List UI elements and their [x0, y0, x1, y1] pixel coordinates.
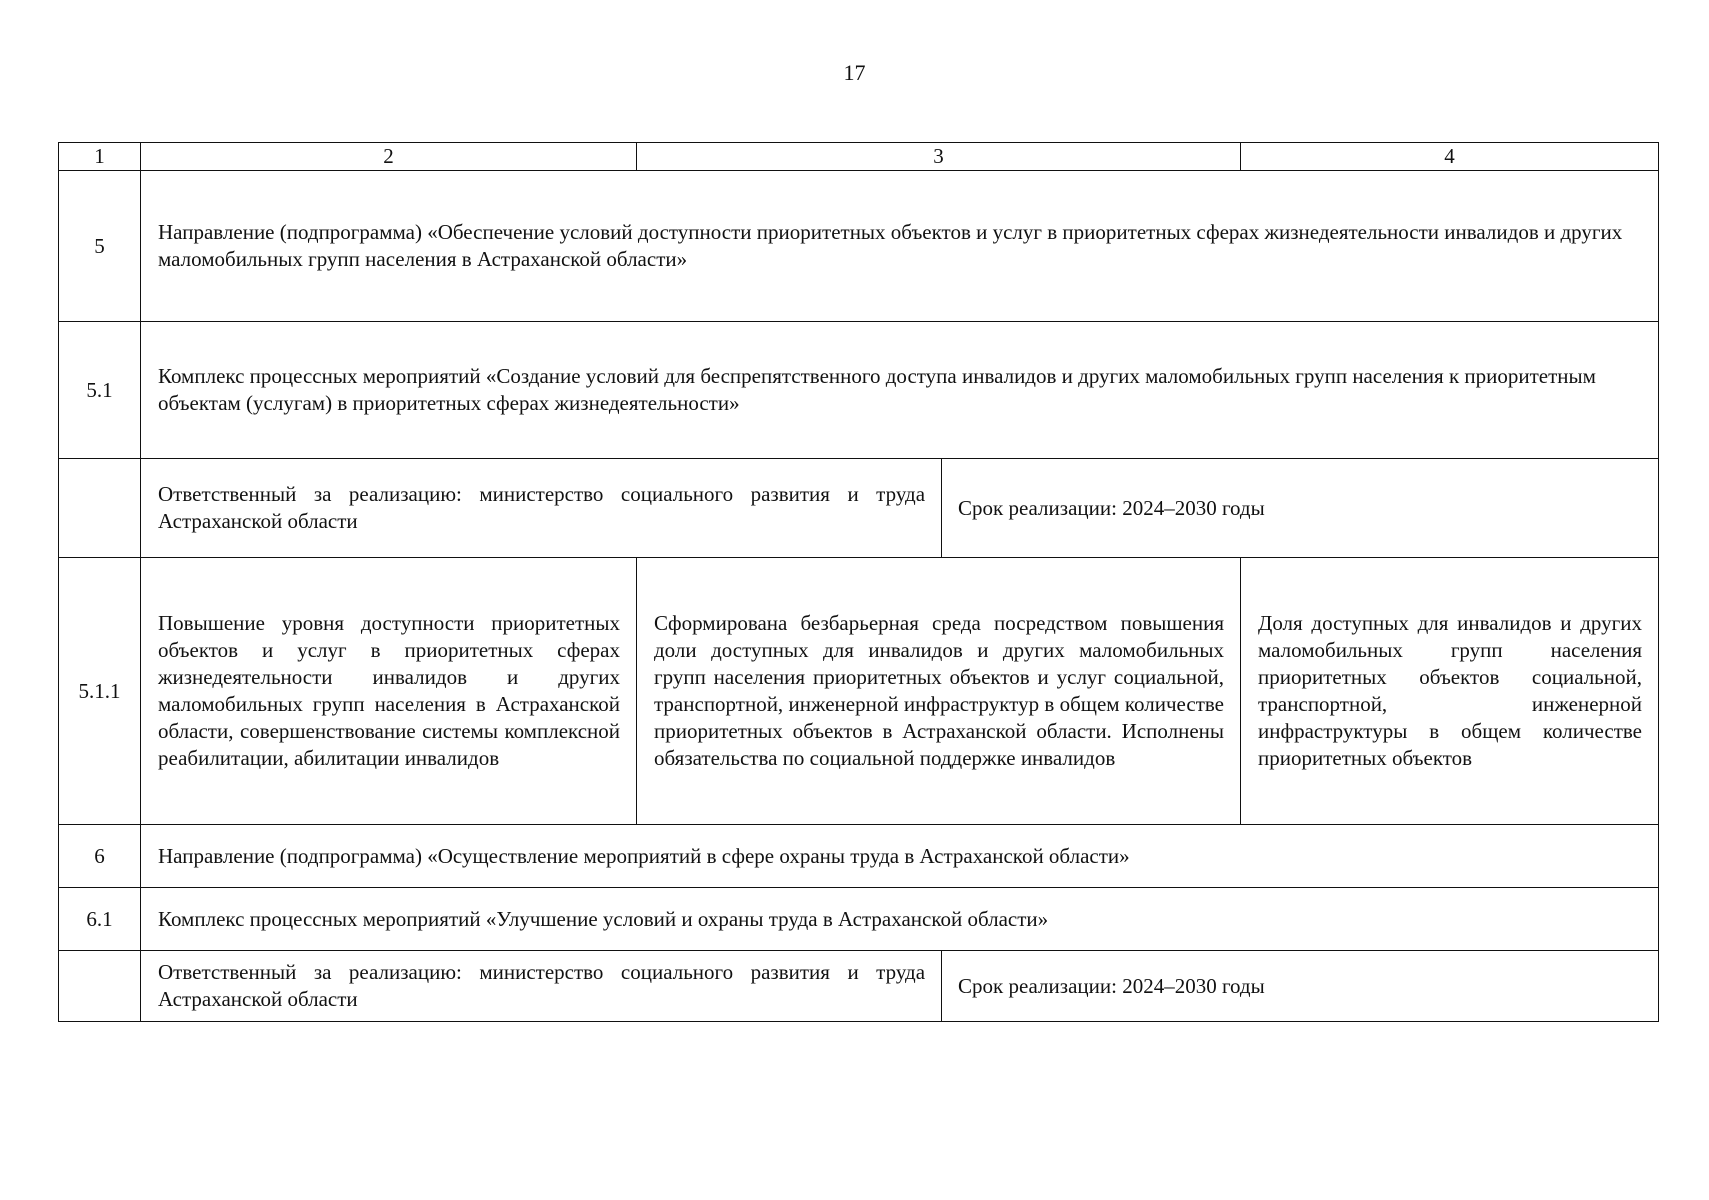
row-number — [59, 459, 141, 558]
direction-title: Направление (подпрограмма) «Осуществление мероприятий в сфере охраны труда в Астраханской области» — [141, 825, 1659, 888]
header-row — [59, 143, 1659, 171]
table-row-5-1-1 — [59, 558, 1659, 825]
program-table — [58, 142, 1659, 1022]
table-row-5 — [59, 171, 1659, 322]
row-number: 6 — [59, 825, 141, 888]
implementation-term: Срок реализации: 2024–2030 годы — [942, 951, 1658, 1021]
table-row-6-1 — [59, 888, 1659, 951]
task-description: Повышение уровня доступности приоритетных объектов и услуг в приоритетных сферах жизнедеятельности инвалидов и других маломобильных групп населения в Астраханской области, совершенствование системы комплексной реабилитации, абилитации инвалидов — [141, 558, 637, 825]
implementation-term: Срок реализации: 2024–2030 годы — [942, 459, 1658, 557]
row-number — [59, 951, 141, 1022]
table-row-responsible-1 — [59, 459, 1659, 558]
row-number: 5 — [59, 171, 141, 322]
page-number: 17 — [843, 60, 866, 85]
indicator: Доля доступных для инвалидов и других маломобильных групп населения приоритетных объектов социальной, транспортной, инженерной инфраструктуры в общем количестве приоритетных объектов — [1241, 558, 1659, 825]
column-header-3: 3 — [637, 143, 1241, 171]
process-complex-title: Комплекс процессных мероприятий «Улучшение условий и охраны труда в Астраханской области» — [141, 888, 1659, 951]
row-number: 6.1 — [59, 888, 141, 951]
column-header-4: 4 — [1241, 143, 1659, 171]
column-header-2: 2 — [141, 143, 637, 171]
row-number: 5.1 — [59, 322, 141, 459]
process-complex-title: Комплекс процессных мероприятий «Создание условий для беспрепятственного доступа инвалидов и других маломобильных групп населения к приоритетным объектам (услугам) в приоритетных сферах жизнедеятельности» — [141, 322, 1659, 459]
table-row-6 — [59, 825, 1659, 888]
table-row-responsible-2 — [59, 951, 1659, 1022]
direction-title: Направление (подпрограмма) «Обеспечение условий доступности приоритетных объектов и услуг в приоритетных сферах жизнедеятельности инвалидов и других маломобильных групп населения в Астраханской области» — [141, 171, 1659, 322]
table-row-5-1 — [59, 322, 1659, 459]
column-header-1: 1 — [59, 143, 141, 171]
expected-effect: Сформирована безбарьерная среда посредством повышения доли доступных для инвалидов и других маломобильных групп населения приоритетных объектов и услуг социальной, транспортной, инженерной инфраструктур в общем количестве приоритетных объектов в Астраханской области. Исполнены обязательства по социальной поддержке инвалидов — [637, 558, 1241, 825]
responsible-executor: Ответственный за реализацию: министерство социального развития и труда Астраханской области — [158, 960, 926, 1011]
row-number: 5.1.1 — [59, 558, 141, 825]
responsible-executor: Ответственный за реализацию: министерство социального развития и труда Астраханской области — [158, 482, 926, 533]
